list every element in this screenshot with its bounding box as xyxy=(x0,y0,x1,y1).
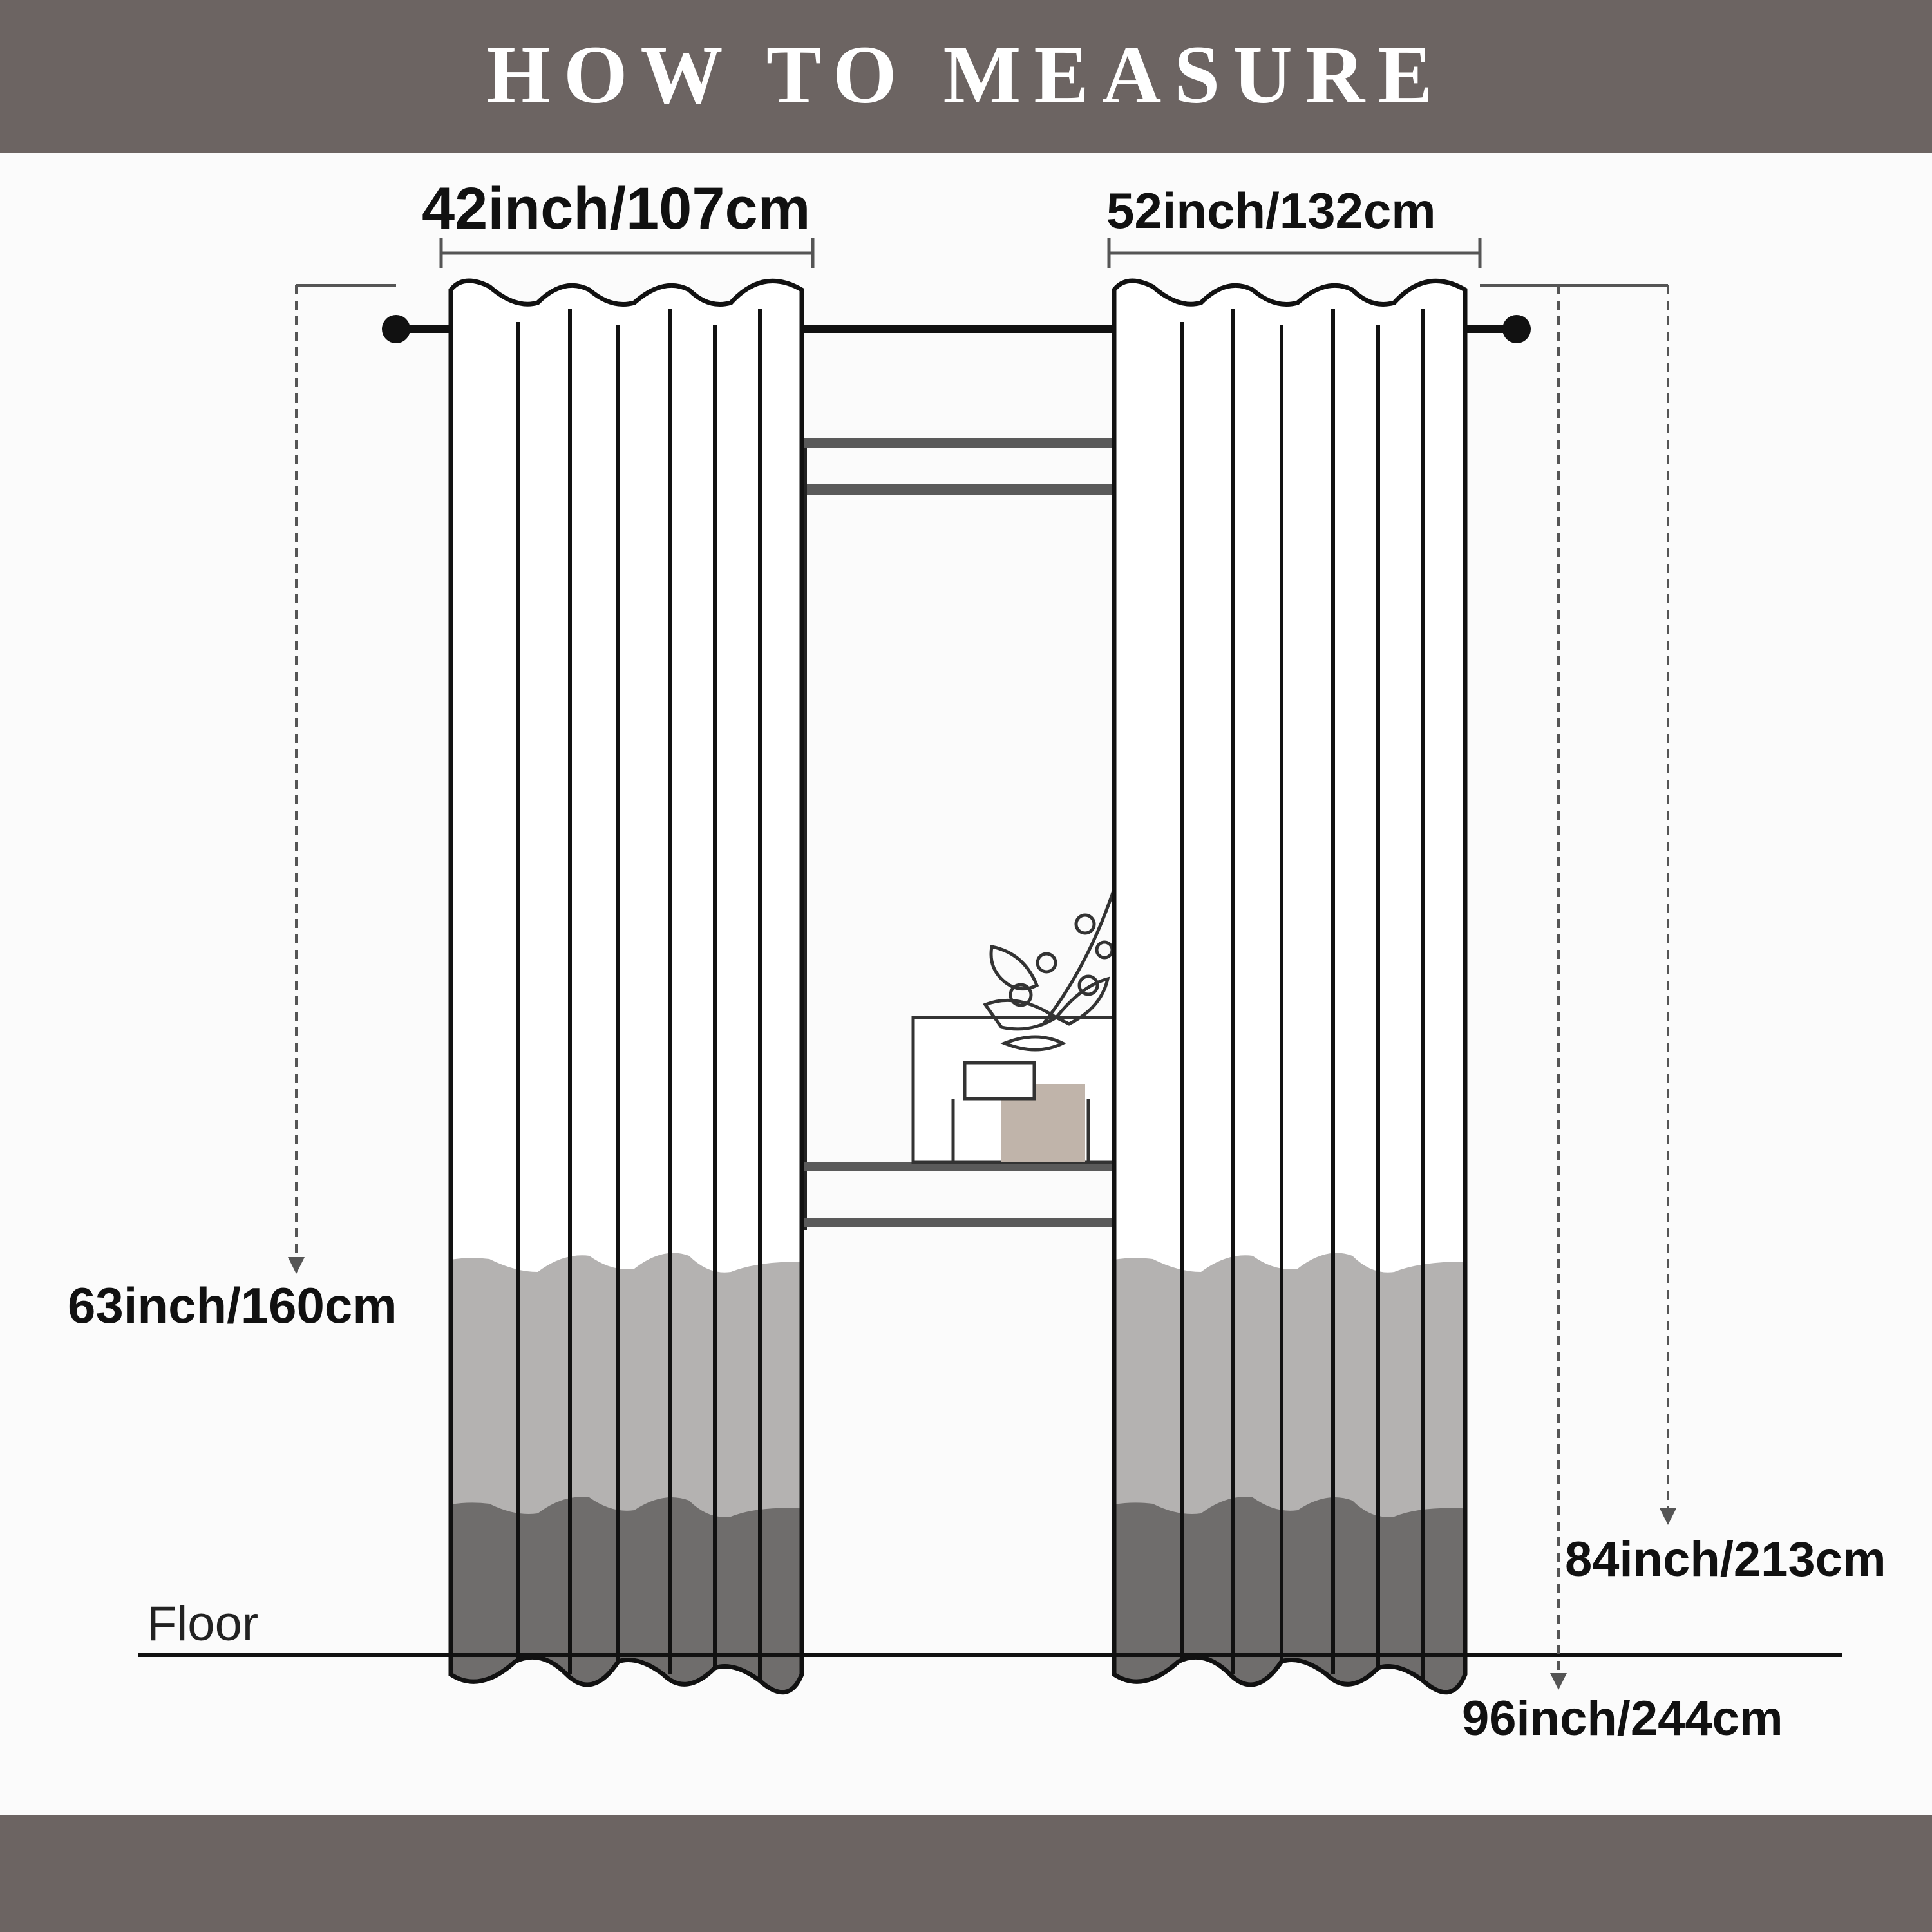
width-label-42: 42inch/107cm xyxy=(422,176,811,242)
length-line-63 xyxy=(288,285,396,1274)
curtain-panel-right xyxy=(1101,258,1488,1739)
length-line-84 xyxy=(1558,285,1676,1525)
width-bracket-right xyxy=(1109,238,1480,268)
length-line-96 xyxy=(1480,285,1567,1690)
curtain-panel-left xyxy=(438,258,824,1739)
plant-pot-icon xyxy=(913,889,1119,1162)
page-title: HOW TO MEASURE xyxy=(486,28,1446,120)
length-label-96: 96inch/244cm xyxy=(1462,1691,1783,1746)
floor-label: Floor xyxy=(147,1596,259,1651)
length-label-63: 63inch/160cm xyxy=(68,1277,397,1334)
footer-bar xyxy=(0,1815,1932,1932)
length-label-84: 84inch/213cm xyxy=(1565,1532,1886,1587)
width-label-52: 52inch/132cm xyxy=(1106,182,1436,239)
